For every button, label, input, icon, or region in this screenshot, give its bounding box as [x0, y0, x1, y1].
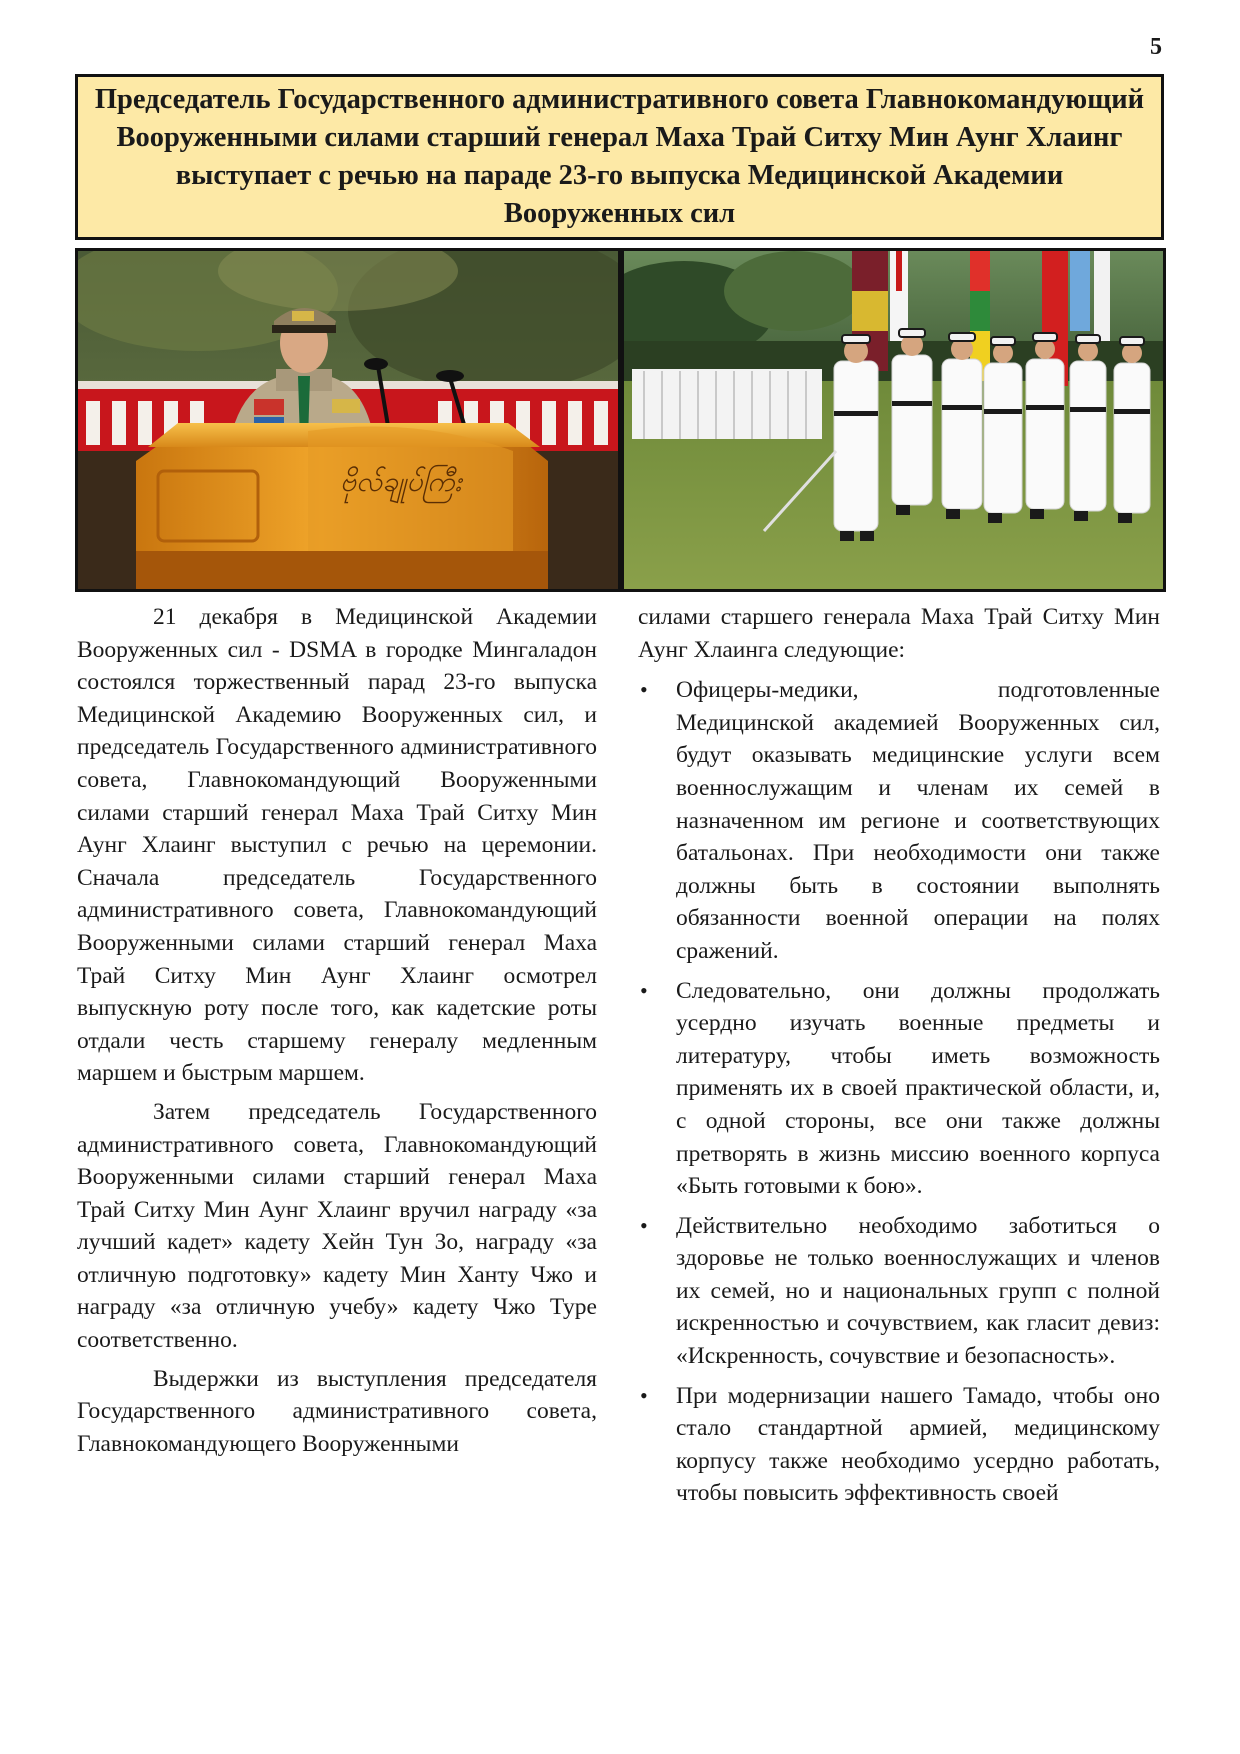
paragraph-awards: Затем председатель Государственного административного совета, Главнокомандующий Вооруженными силами старший генерал Маха Трай Ситху Мин Аунг Хлаинг вручил награду «за лучший кадет» кадету Хейн Тун Зо, награду «за отличную подготовку» кадету Мин Ханту Чжо и награду «за отличную учебу» кадету Чжо Туре соответственно. [77, 1098, 597, 1354]
cadet-parade-photo [621, 248, 1166, 592]
paragraph-speech-excerpts: Выдержки из выступления председателя Государственного административного совета, Главнокомандующего Вооруженными [77, 1365, 597, 1457]
title-banner [75, 74, 1164, 240]
bullet-item: • Действительно необходимо заботиться о здоровье не только военнослужащих и членов их семей, но и национальных групп с полной искренностью и сочувствием, как гласит девиз: «Искренность, сочувствие и безопасность». [676, 1210, 1160, 1373]
article-column-right [638, 601, 1160, 1517]
bullet-item: • Офицеры-медики, подготовленные Медицинской академией Вооруженных сил, будут оказывать медицинские услуги всем военнослужащим и членам их семей в назначенном им регионе и соответствующих батальонах. При необходимости они также должны быть в состоянии выполнять обязанности военной операции на полях сражений. [676, 674, 1160, 967]
bullet-item: • Следовательно, они должны продолжать усердно изучать военные предметы и литературу, чтобы иметь возможность применять их в своей практической области, и, с одной стороны, все они также должны претворять в жизнь миссию военного корпуса «Быть готовыми к бою». [676, 975, 1160, 1203]
article-column-left [77, 601, 597, 1466]
parade-photo-illustration [624, 251, 1163, 589]
bullet-item: • При модернизации нашего Тамадо, чтобы оно стало стандартной армией, медицинскому корпусу также необходимо усердно работать, чтобы повысить эффективность своей [676, 1380, 1160, 1510]
article-title: Председатель Государственного административного совета Главнокомандующий Вооруженными силами старший генерал Маха Трай Ситху Мин Аунг Хлаинг выступает с речью на параде 23-го выпуска Медицинской Академии Вооруженных сил [94, 84, 1145, 229]
speaker-photo-illustration [78, 251, 618, 589]
paragraph-speech-continued: силами старшего генерала Маха Трай Ситху Мин Аунг Хлаинга следующие: [638, 604, 1160, 663]
page-number: 5 [1150, 34, 1162, 60]
paragraph-parade-intro: 21 декабря в Медицинской Академии Вооруженных сил - DSMA в городке Мингаладон состоялся торжественный парад 23-го выпуска Медицинской Академию Вооруженных сил, и председатель Государственного административного совета, Главнокомандующий Вооруженными силами старший генерал Маха Трай Ситху Мин Аунг Хлаинг выступил с речью на церемонии. Сначала председатель Государственного административного совета, Главнокомандующий Вооруженными силами старший генерал Маха Трай Ситху Мин Аунг Хлаинг осмотрел выпускную роту после того, как кадетские роты отдали честь старшему генералу медленным маршем и быстрым маршем. [77, 604, 597, 1087]
speech-bullet-list [638, 674, 1160, 1510]
podium-inscription: ဗိုလ်ချုပ်ကြီး [340, 465, 462, 498]
speaker-at-podium-photo [75, 248, 621, 592]
